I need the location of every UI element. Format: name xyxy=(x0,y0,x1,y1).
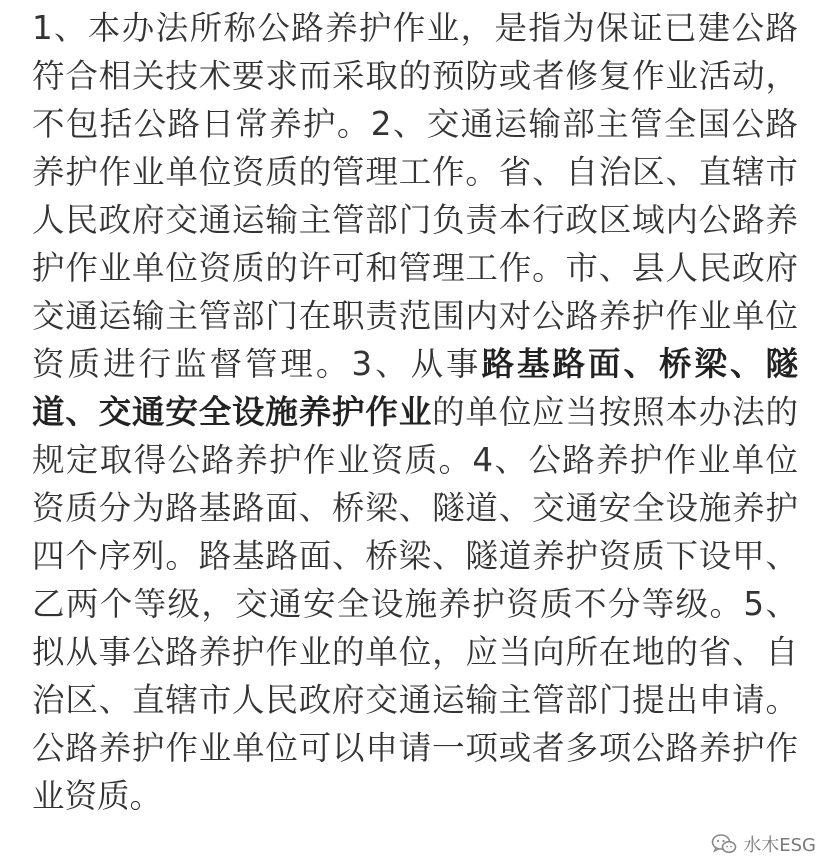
article-text-part1: 1、本办法所称公路养护作业，是指为保证已建公路符合相关技术要求而采取的预防或者修复作业活动，不包括公路日常养护。2、交通运输部主管全国公路养护作业单位资质的管理工作。省、自治区、直辖市人民政府交通运输主管部门负责本行政区域内公路养护作业单位资质的许可和管理工作。市、县人民政府交通运输主管部门在职责范围内对公路养护作业单位资质进行监督管理。3、从事 xyxy=(32,9,798,383)
article-body xyxy=(32,4,798,820)
wechat-icon xyxy=(711,833,737,855)
watermark-text: 水木ESG xyxy=(743,835,816,856)
article-text-bold: 路基路面、桥梁、隧道、交通安全设施养护作业 xyxy=(32,345,798,431)
watermark xyxy=(711,831,816,857)
article-text-part2: 的单位应当按照本办法的规定取得公路养护作业资质。4、公路养护作业单位资质分为路基路面、桥梁、隧道、交通安全设施养护四个序列。路基路面、桥梁、隧道养护资质下设甲、乙两个等级，交通安全设施养护资质不分等级。5、拟从事公路养护作业的单位，应当向所在地的省、自治区、直辖市人民政府交通运输主管部门提出申请。公路养护作业单位可以申请一项或者多项公路养护作业资质。 xyxy=(32,393,798,815)
